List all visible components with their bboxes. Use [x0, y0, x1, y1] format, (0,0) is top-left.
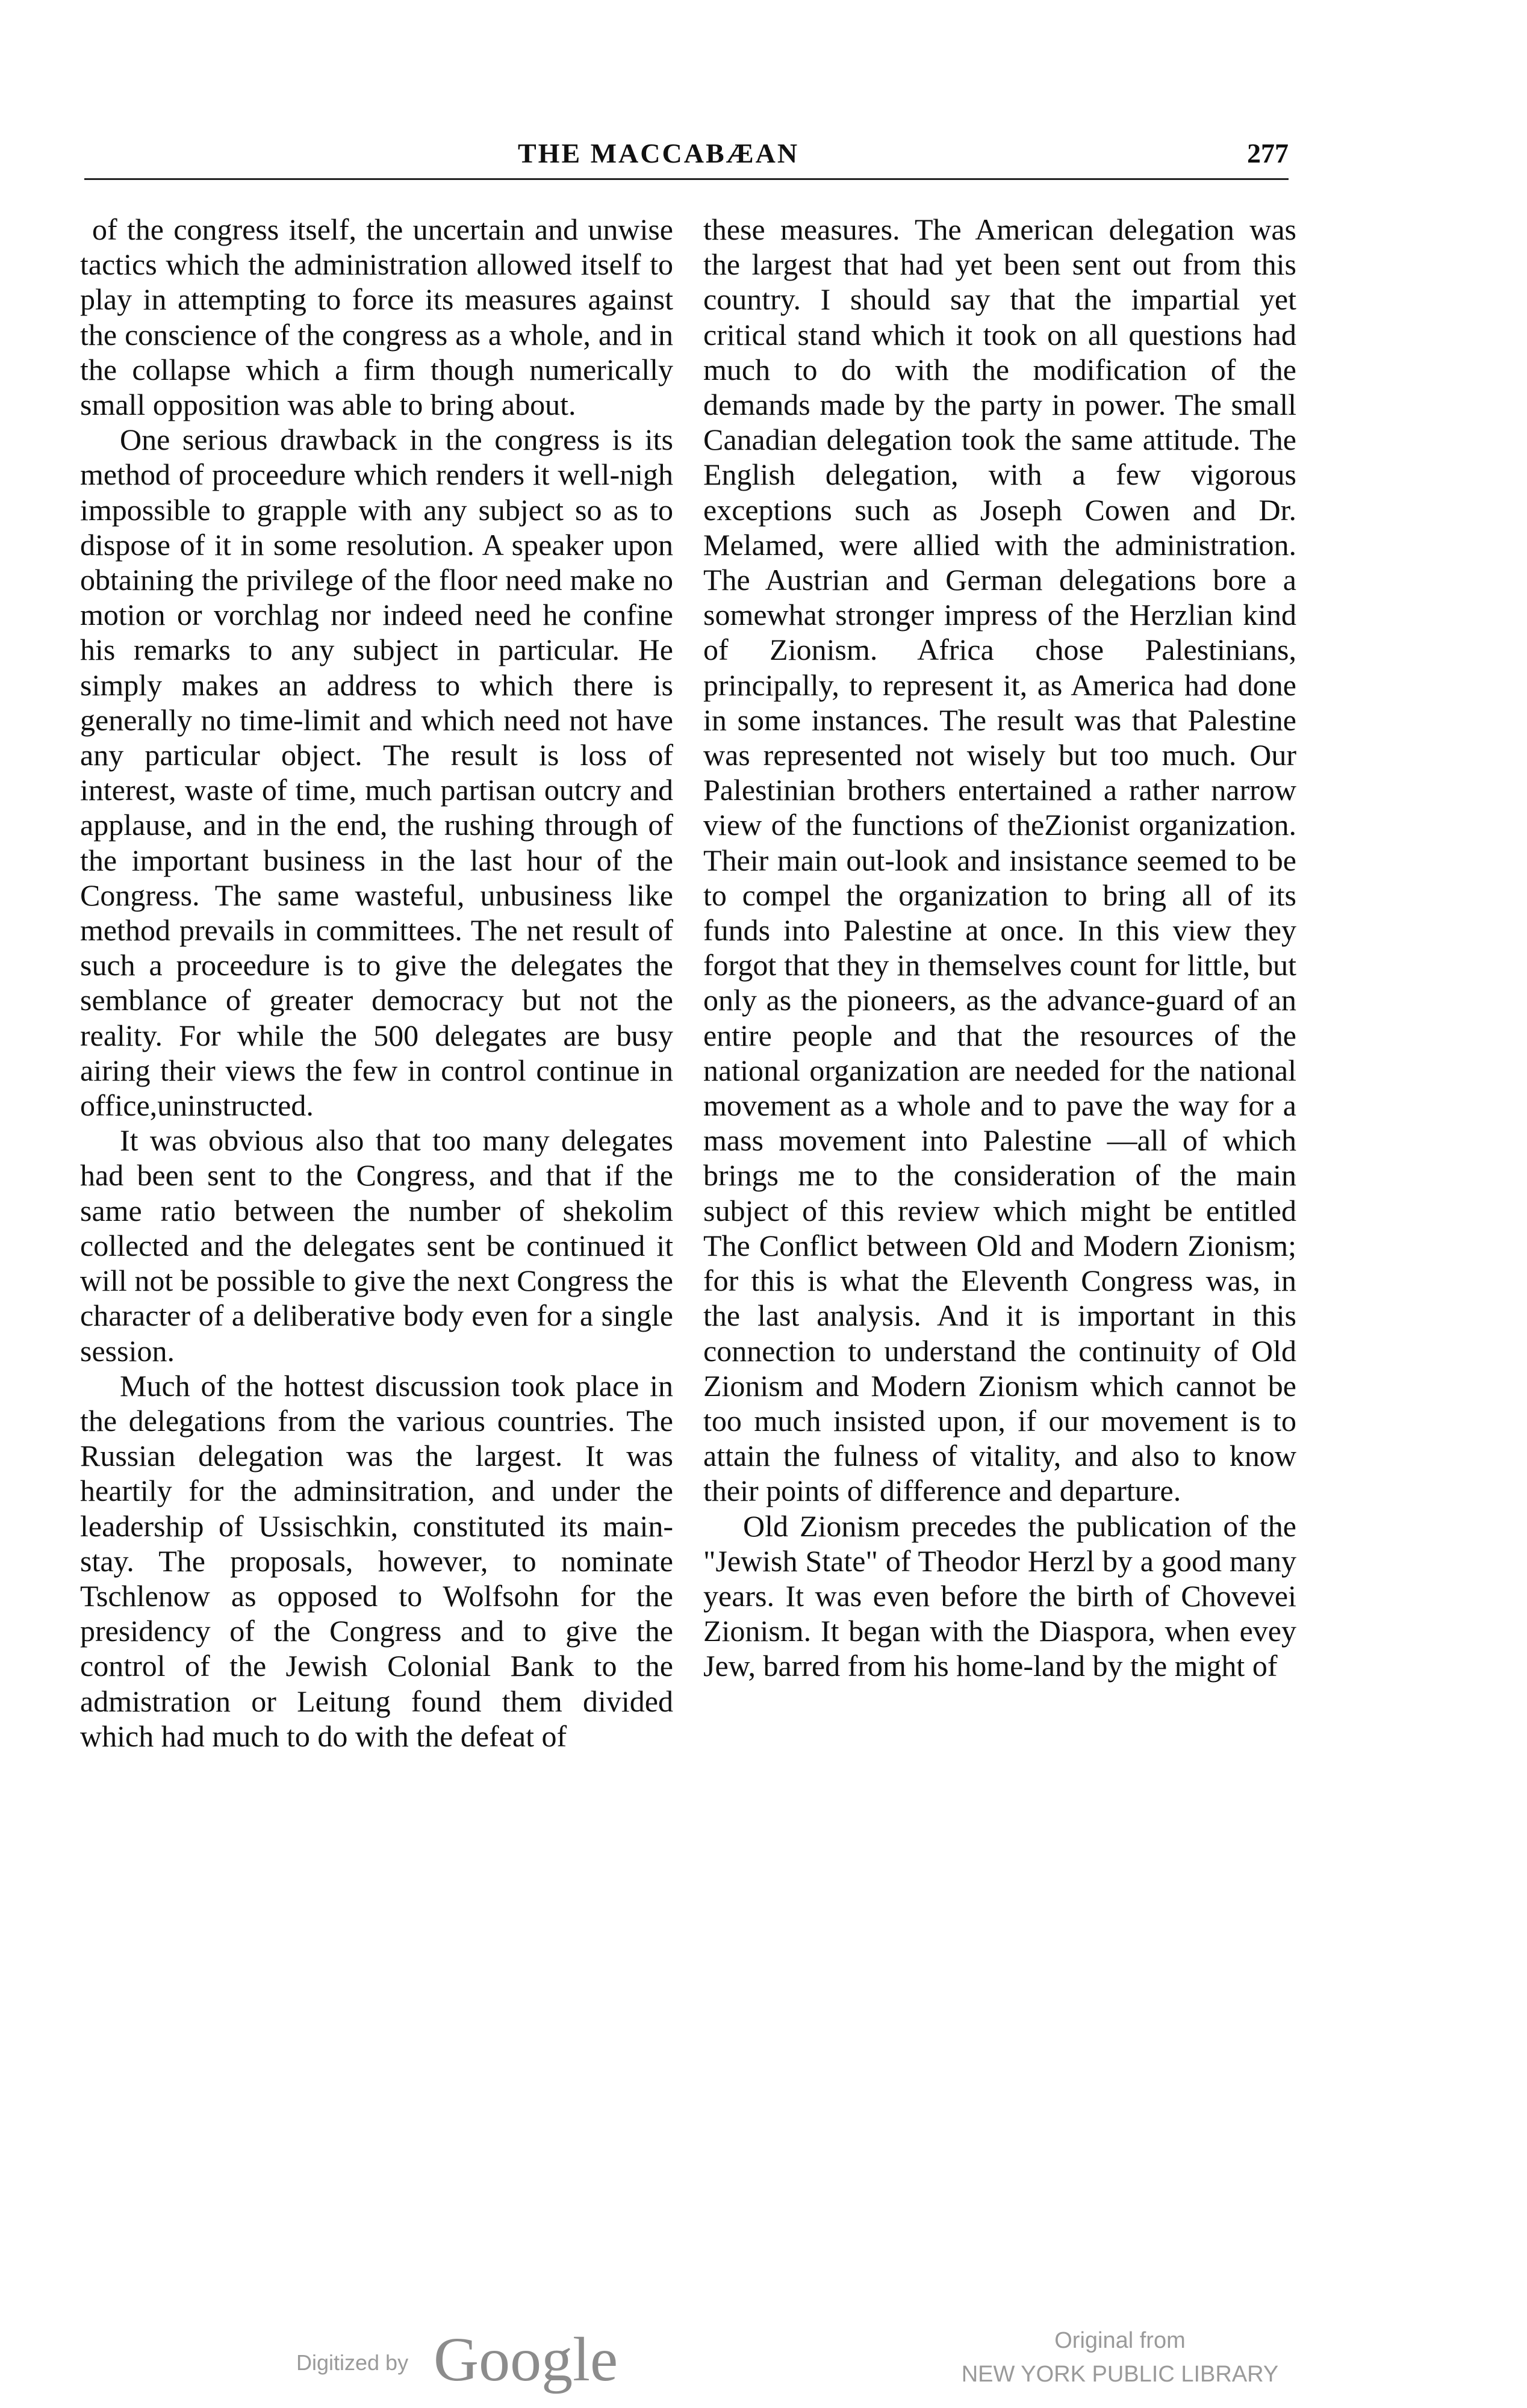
digitized-by-label: Digitized by [296, 2350, 409, 2375]
paragraph: Much of the hottest discussion took place in the delegations from the various countries. The Russian delegation was the largest. It was heartily for the adminsitration, and under the leadership of Ussischkin, constituted its main-stay. The proposals, however, to nominate Tschlenow as opposed to Wolfsohn for the presidency of the Congress and to give the control of the Jewish Colonial Bank to the admistration or Leitung found them divided which had much to do with the defeat of [80, 1368, 673, 1753]
page-header [84, 137, 1289, 173]
right-column [703, 212, 1296, 1684]
original-from-label: Original from [1054, 2328, 1186, 2353]
left-column [80, 212, 673, 1754]
page-footer [0, 2324, 1527, 2396]
paragraph: of the congress itself, the uncertain and unwise tactics which the administration allowed itself to play in attempting to force its measures against the conscience of the congress as a whole, and in the collapse which a firm though numerically small opposition was able to bring about. [80, 213, 673, 422]
paragraph: Old Zionism precedes the publication of the "Jewish State" of Theodor Herzl by a good many years. It was even before the birth of Chovevei Zionism. It began with the Diaspora, when evey Jew, barred from his home-land by the might of [703, 1509, 1296, 1683]
google-logo: Google [434, 2325, 618, 2394]
original-source [927, 2324, 1313, 2391]
paragraph: these measures. The American delegation was the largest that had yet been sent out from this country. I should say that the impartial yet critical stand which it took on all questions had much to do with the modification of the demands made by the party in power. The small Canadian delegation took the same attitude. The English delegation, with a few vigorous exceptions such as Joseph Cowen and Dr. Melamed, were allied with the administration. The Austrian and German delegations bore a somewhat stronger impress of the Herzlian kind of Zionism. Africa chose Palestinians, principally, to represent it, as America had done in some instances. The result was that Palestine was represented not wisely but too much. Our Palestinian brothers entertained a rather narrow view of the functions of theZionist organization. Their main out-look and insistance seemed to be to compel the organization to bring all of its funds into Palestine at once. In this view they forgot that they in themselves count for little, but only as the pioneers, as the advance-guard of an entire people and that the resources of the national organization are needed for the national movement as a whole and to pave the way for a mass movement into Palestine —all of which brings me to the consideration of the main subject of this review which might be entitled The Conflict between Old and Modern Zionism; for this is what the Eleventh Congress was, in the last analysis. And it is important in this connection to understand the continuity of Old Zionism and Modern Zionism which cannot be too much insisted upon, if our movement is to attain the fulness of vitality, and also to know their points of difference and departure. [703, 213, 1296, 1508]
paragraph: One serious drawback in the congress is its method of proceedure which renders it well-nigh impossible to grapple with any subject so as to dispose of it in some resolution. A speaker upon obtaining the privilege of the floor need make no motion or vorchlag nor indeed need he confine his remarks to any subject in particular. He simply makes an address to which there is generally no time-limit and which need not have any particular object. The result is loss of interest, waste of time, much partisan outcry and applause, and in the end, the rushing through of the important business in the last hour of the Congress. The same wasteful, unbusiness like method prevails in committees. The net result of such a proceedure is to give the delegates the semblance of greater democracy but not the reality. For while the 500 delegates are busy airing their views the few in control continue in office,uninstructed. [80, 423, 673, 1123]
library-name: NEW YORK PUBLIC LIBRARY [961, 2362, 1279, 2387]
running-title: THE MACCABÆAN [518, 138, 800, 169]
header-rule [84, 178, 1289, 180]
paragraph: It was obvious also that too many delegates had been sent to the Congress, and that if the same ratio between the number of shekolim collected and the delegates sent be continued it will not be possible to give the next Congress the character of a deliberative body even for a single session. [80, 1123, 673, 1368]
page-number: 277 [1247, 138, 1289, 169]
